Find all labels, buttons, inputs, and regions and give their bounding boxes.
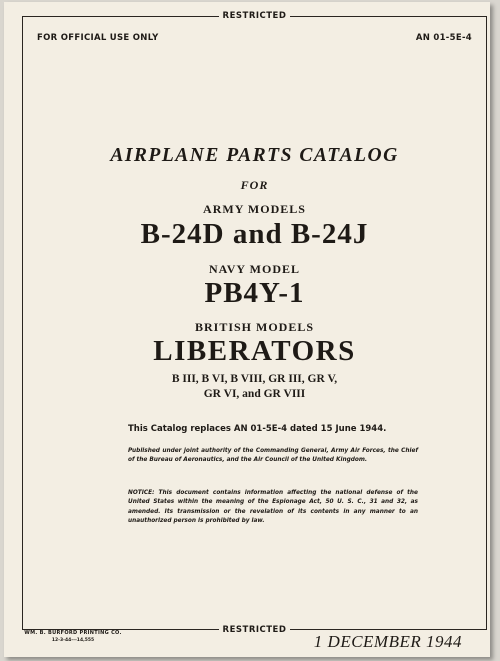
navy-model: PB4Y-1 <box>204 277 305 309</box>
restricted-top-label: RESTRICTED <box>23 11 486 21</box>
british-models-label: BRITISH MODELS <box>194 320 315 334</box>
printer-name: WM. B. BURFORD PRINTING CO. <box>24 630 122 636</box>
british-model-name: LIBERATORS <box>153 335 356 367</box>
army-models-label: ARMY MODELS <box>203 202 306 216</box>
espionage-notice: NOTICE: This document contains information affecting the national defense of the United States within the meaning of the Espionage Act, 50 U. S. C., 31 and 32, as amended. Its transmission or the revelation of its contents in any manner to an unauthorized person is prohibited by law. <box>128 490 418 524</box>
printer-code: 12-3-44---14,555 <box>51 638 95 643</box>
navy-model-label: NAVY MODEL <box>208 262 300 276</box>
catalog-page <box>4 2 490 657</box>
replaces-note: This Catalog replaces AN 01-5E-4 dated 15 June 1944. <box>128 424 387 434</box>
british-variants-line1: B III, B VI, B VIII, GR III, GR V, <box>171 373 338 385</box>
catalog-title: AIRPLANE PARTS CATALOG <box>110 145 399 166</box>
publication-date: 1 DECEMBER 1944 <box>313 632 462 651</box>
document-number: AN 01-5E-4 <box>415 33 472 43</box>
british-variants-line2: GR VI, and GR VIII <box>203 388 306 400</box>
british-variants <box>23 372 486 402</box>
printer-imprint <box>18 630 128 643</box>
for-label: FOR <box>240 178 269 192</box>
army-models: B-24D and B-24J <box>140 218 369 250</box>
official-use-label: FOR OFFICIAL USE ONLY <box>37 33 159 43</box>
authority-note: Published under joint authority of the Commanding General, Army Air Forces, the Chief of the Bureau of Aeronautics, and the Air Council of the United Kingdom. <box>128 448 418 464</box>
restricted-bottom-label: RESTRICTED <box>23 625 486 635</box>
